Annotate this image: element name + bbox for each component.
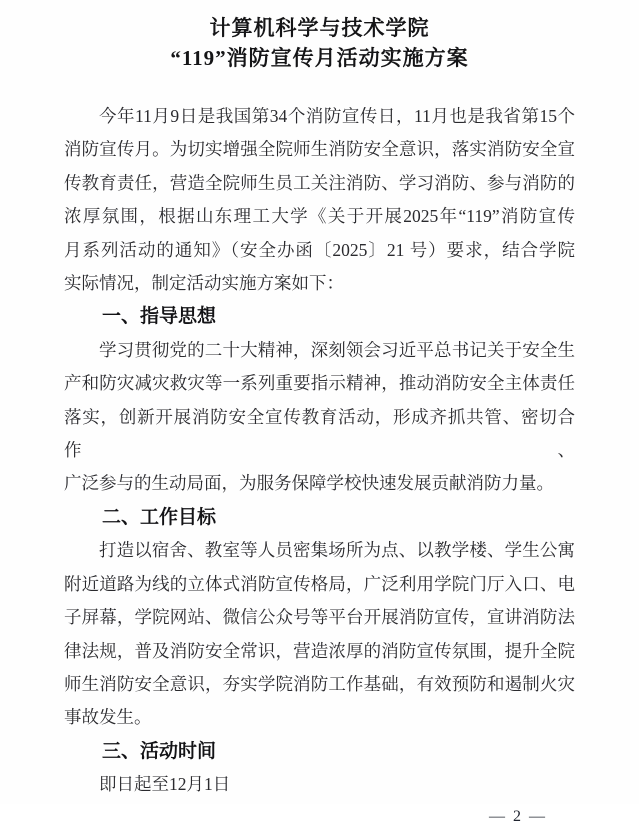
heading-work-goals: 二、工作目标 <box>102 506 217 528</box>
paragraph-work-goals <box>64 534 575 734</box>
text-line: 传教育责任，营造全院师生员工关注消防、学习消防、参与消防的 <box>64 172 575 193</box>
text-line: 事故发生。 <box>64 707 152 728</box>
title-line-2: “119”消防宣传月活动实施方案 <box>170 46 469 70</box>
text-line: 即日起至12月1日 <box>99 774 231 795</box>
text-line: 律法规，普及消防安全常识，营造浓厚的消防宣传氛围，提升全院 <box>64 640 575 661</box>
text-line: 浓厚氛围，根据山东理工大学《关于开展2025年“119”消防宣传 <box>64 206 575 227</box>
text-line: 实际情况，制定活动实施方案如下： <box>64 273 344 294</box>
heading-activity-time: 三、活动时间 <box>102 740 217 762</box>
text-line: 消防宣传月。为切实增强全院师生消防安全意识，落实消防安全宣 <box>64 139 575 160</box>
text-line: 落实，创新开展消防安全宣传教育活动，形成齐抓共管、密切合作、 <box>64 406 575 461</box>
paragraph-guiding-ideology <box>64 334 575 501</box>
text-line: 月系列活动的通知》（安全办函〔2025〕21 号）要求，结合学院 <box>64 239 575 260</box>
text-line: 附近道路为线的立体式消防宣传格局，广泛利用学院门厅入口、电 <box>64 573 575 594</box>
paragraph-intro <box>64 100 575 300</box>
document-title <box>0 0 639 73</box>
page-number: — 2 — <box>489 807 547 825</box>
paragraph-activity-time <box>64 768 575 801</box>
text-line: 子屏幕，学院网站、微信公众号等平台开展消防宣传，宣讲消防法 <box>64 607 575 628</box>
document-body <box>64 100 575 802</box>
text-line: 今年11月9日是我国第34个消防宣传日，11月也是我省第15个 <box>99 106 575 126</box>
title-line-1: 计算机科学与技术学院 <box>209 16 430 40</box>
heading-guiding-ideology: 一、指导思想 <box>102 306 217 328</box>
text-line: 广泛参与的生动局面，为服务保障学校快速发展贡献消防力量。 <box>64 473 554 494</box>
text-line: 师生消防安全意识，夯实学院消防工作基础，有效预防和遏制火灾 <box>64 673 575 694</box>
text-line: 学习贯彻党的二十大精神，深刻领会习近平总书记关于安全生 <box>99 339 575 360</box>
text-line: 打造以宿舍、教室等人员密集场所为点、以教学楼、学生公寓 <box>99 540 575 561</box>
text-line: 产和防灾减灾救灾等一系列重要指示精神，推动消防安全主体责任 <box>64 373 575 394</box>
